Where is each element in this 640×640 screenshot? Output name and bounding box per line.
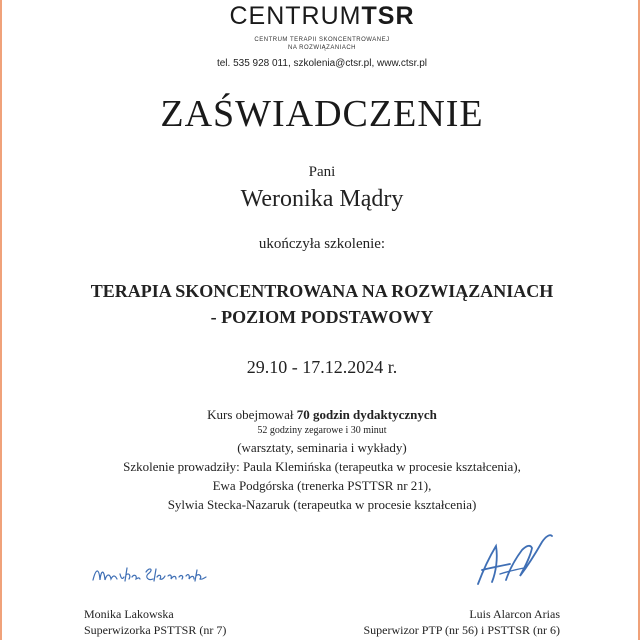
trainers-line-2: Ewa Podgórska (trenerka PSTTSR nr 21), (212, 478, 432, 493)
trainers-line-1: Szkolenie prowadziły: Paula Klemińska (terapeutka w procesie kształcenia), (123, 459, 521, 474)
signer-right (363, 606, 560, 638)
hours-bold: 70 godzin dydaktycznych (296, 407, 437, 422)
signer-left (84, 606, 226, 638)
contact-info: tel. 535 928 011, szkolenia@ctsr.pl, www.ctsr.pl (216, 58, 428, 69)
course-title (2, 278, 640, 330)
tagline-line-1: CENTRUM TERAPII SKONCENTROWANEJ (254, 37, 390, 43)
course-title-line-1: TERAPIA SKONCENTROWANA NA ROZWIĄZANIACH (90, 281, 554, 301)
logo-text-bold: TSR (361, 2, 415, 30)
completion-statement: ukończyła szkolenie: (258, 236, 386, 252)
signature-left (90, 560, 208, 588)
course-title-line-2: - POZIOM PODSTAWOWY (210, 307, 434, 327)
salutation: Pani (308, 164, 336, 180)
signer-right-name: Luis Alarcon Arias (469, 607, 560, 621)
recipient-name: Weronika Mądry (240, 186, 404, 212)
trainers-line-3: Sylwia Stecka-Nazaruk (terapeutka w procesie kształcenia) (167, 497, 477, 512)
ctsr-logo (2, 2, 640, 31)
signer-left-role: Superwizorka PSTTSR (nr 7) (84, 623, 227, 637)
hours-prefix: Kurs obejmował (207, 407, 297, 422)
signature-right (470, 528, 560, 588)
signer-left-name: Monika Lakowska (84, 607, 174, 621)
logo-text-light: CENTRUM (229, 2, 362, 30)
tagline-line-2: NA ROZWIĄZANIACH (287, 45, 356, 51)
hours-line (2, 405, 640, 424)
course-details (2, 405, 640, 514)
course-dates: 29.10 - 17.12.2024 r. (246, 357, 398, 377)
clock-hours: 52 godziny zegarowe i 30 minut (257, 425, 387, 436)
course-format: (warsztaty, seminaria i wykłady) (237, 440, 407, 455)
logo-tagline (2, 36, 640, 52)
signer-right-role: Superwizor PTP (nr 56) i PSTTSR (nr 6) (363, 623, 560, 637)
certificate-title: ZAŚWIADCZENIE (160, 93, 484, 135)
